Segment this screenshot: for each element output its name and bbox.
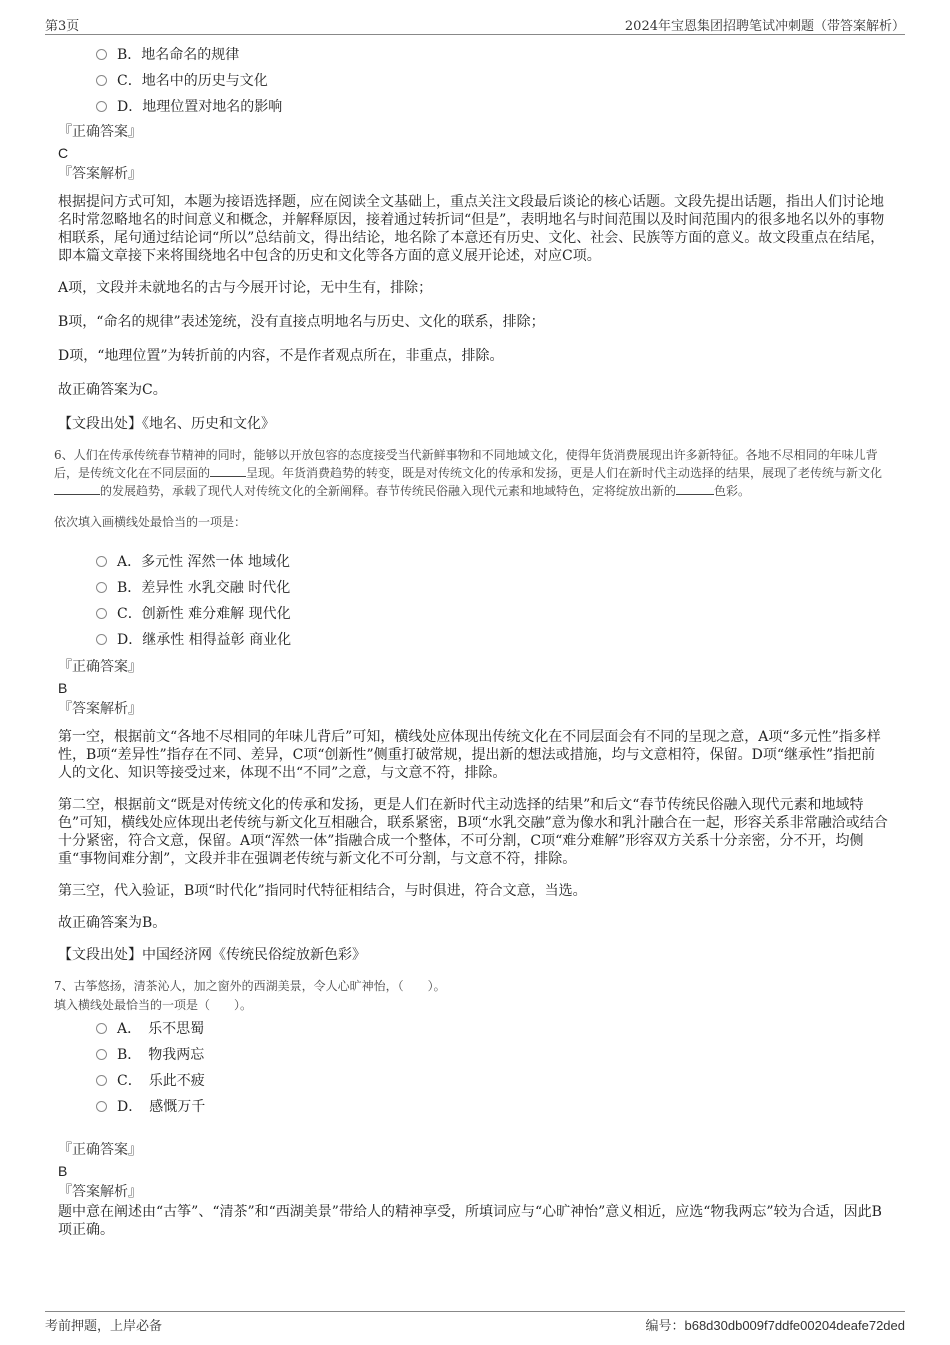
page-header: [45, 14, 905, 35]
question-prompt: 填入横线处最恰当的一项是（ ）。: [54, 998, 253, 1012]
analysis-label: 『答案解析』: [58, 701, 142, 717]
document-code: 编号：b68d30db009f7ddfe00204deafe72ded: [645, 1318, 905, 1334]
radio-icon[interactable]: [96, 556, 107, 567]
answer-value: B: [58, 1163, 68, 1179]
analysis-paragraph: A项，文段并未就地名的古与今展开讨论，无中生有，排除；: [58, 280, 433, 296]
q5-options: [58, 42, 888, 120]
radio-icon[interactable]: [96, 101, 107, 112]
document-title: 2024年宝恩集团招聘笔试冲刺题（带答案解析）: [624, 19, 905, 34]
analysis-paragraph: 第三空，代入验证，B项“时代化”指同时代特征相结合，与时俱进，符合文意，当选。: [58, 883, 587, 899]
option-q7-a[interactable]: A． 乐不思蜀: [96, 1016, 888, 1042]
radio-icon[interactable]: [96, 582, 107, 593]
answer-label: 『正确答案』: [58, 124, 142, 140]
question-stem: 6、人们在传承传统春节精神的同时，能够以开放包容的态度接受当代新鲜事物和不同地域文化，使得年货消费展现出许多新特征。各地不尽相同的年味儿背后，是传统文化在不同层面的 呈现。年货消费趋势的转变，既是对传统文化的传承和发扬，更是人们在新时代主动选择的结果，展现了老传统与新文化的发展趋势，承载了现代人对传统文化的全新阐释。春节传统民俗融入现代元素和地域特色，定将绽放出新的 色彩。: [54, 448, 883, 498]
radio-icon[interactable]: [96, 1075, 107, 1086]
analysis-paragraph: 第二空，根据前文“既是对传统文化的传承和发扬，更是人们在新时代主动选择的结果”和后文“春节传统民俗融入现代元素和地域特色”可知，横线处应体现出老传统与新文化互相融合，联系紧密，B项“水乳交融”意为像水和乳汁融合在一起，形容关系非常融洽或结合十分紧密，符合文意，保留。A项“浑然一体”指融合成一个整体，不可分割，C项“难分难解”形容双方关系十分亲密，分不开，均侧重“事物间难分割”，文段并非在强调老传统与新文化不可分割，与文意不符，排除。: [58, 797, 888, 867]
answer-value: C: [58, 145, 69, 161]
radio-icon[interactable]: [96, 1049, 107, 1060]
option-q7-d[interactable]: D． 感慨万千: [96, 1094, 888, 1120]
radio-icon[interactable]: [96, 49, 107, 60]
radio-icon[interactable]: [96, 1101, 107, 1112]
radio-icon[interactable]: [96, 75, 107, 86]
document-body: [54, 40, 888, 1239]
option-q6-a[interactable]: A．多元性 浑然一体 地域化: [96, 549, 888, 575]
option-q5-c[interactable]: C．地名中的历史与文化: [96, 68, 888, 94]
option-q6-b[interactable]: B．差异性 水乳交融 时代化: [96, 575, 888, 601]
question-prompt: 依次填入画横线处最恰当的一项是：: [54, 515, 247, 529]
q7-options: [58, 1016, 888, 1120]
analysis-paragraph: 故正确答案为C。: [58, 382, 167, 398]
source-citation: 【文段出处】中国经济网《传统民俗绽放新色彩》: [58, 947, 366, 963]
analysis-label: 『答案解析』: [58, 166, 142, 182]
option-q7-b[interactable]: B． 物我两忘: [96, 1042, 888, 1068]
fill-blank: [54, 482, 100, 495]
analysis-paragraph: 第一空，根据前文“各地不尽相同的年味儿背后”可知，横线处应体现出传统文化在不同层面会有不同的呈现之意，A项“多元性”指多样性，B项“差异性”指存在不同、差异，C项“创新性”侧重打破常规，提出新的想法或措施，均与文意相符，保留。D项“继承性”指把前人的文化、知识等接受过来，体现不出“不同”之意，与文意不符，排除。: [58, 729, 881, 781]
page-footer: [45, 1311, 905, 1334]
page-number: 第3页: [45, 19, 80, 34]
option-q5-d[interactable]: D．地理位置对地名的影响: [96, 94, 888, 120]
analysis-label: 『答案解析』: [58, 1184, 142, 1200]
option-q6-c[interactable]: C．创新性 难分难解 现代化: [96, 601, 888, 627]
source-citation: 【文段出处】《地名、历史和文化》: [58, 416, 275, 432]
option-q6-d[interactable]: D．继承性 相得益彰 商业化: [96, 627, 888, 653]
radio-icon[interactable]: [96, 1023, 107, 1034]
analysis-paragraph: 根据提问方式可知，本题为接语选择题，应在阅读全文基础上，重点关注文段最后谈论的核心话题。文段先提出话题，指出人们讨论地名时常忽略地名的时间意义和概念，并解释原因，接着通过转折词“但是”，表明地名与时间范围以及时间范围内的很多地名以外的事物相联系，尾句通过结论词“所以”总结前文，得出结论，地名除了本意还有历史、文化、社会、民族等方面的意义。故文段重点在结尾，即本篇文章接下来将围绕地名中包含的历史和文化等各方面的意义展开论述，对应C项。: [58, 194, 885, 264]
analysis-paragraph: 故正确答案为B。: [58, 915, 167, 931]
analysis-paragraph: D项，“地理位置”为转折前的内容，不是作者观点所在，非重点，排除。: [58, 348, 504, 364]
radio-icon[interactable]: [96, 608, 107, 619]
fill-blank: [210, 464, 246, 477]
fill-blank: [676, 482, 714, 495]
option-q7-c[interactable]: C． 乐此不疲: [96, 1068, 888, 1094]
q6-options: [58, 549, 888, 653]
question-stem: 7、古筝悠扬，清茶沁人，加之窗外的西湖美景，令人心旷神怡，（ ）。: [54, 979, 446, 993]
answer-label: 『正确答案』: [58, 659, 142, 675]
analysis-paragraph: 题中意在阐述由“古筝”、“清茶”和“西湖美景”带给人的精神享受，所填词应与“心旷神怡”意义相近，应选“物我两忘”较为合适，因此B项正确。: [58, 1204, 882, 1238]
analysis-paragraph: B项，“命名的规律”表述笼统，没有直接点明地名与历史、文化的联系，排除；: [58, 314, 545, 330]
answer-value: B: [58, 680, 68, 696]
option-q5-b[interactable]: B．地名命名的规律: [96, 42, 888, 68]
answer-label: 『正确答案』: [58, 1142, 142, 1158]
footer-slogan: 考前押题，上岸必备: [45, 1319, 163, 1334]
radio-icon[interactable]: [96, 634, 107, 645]
